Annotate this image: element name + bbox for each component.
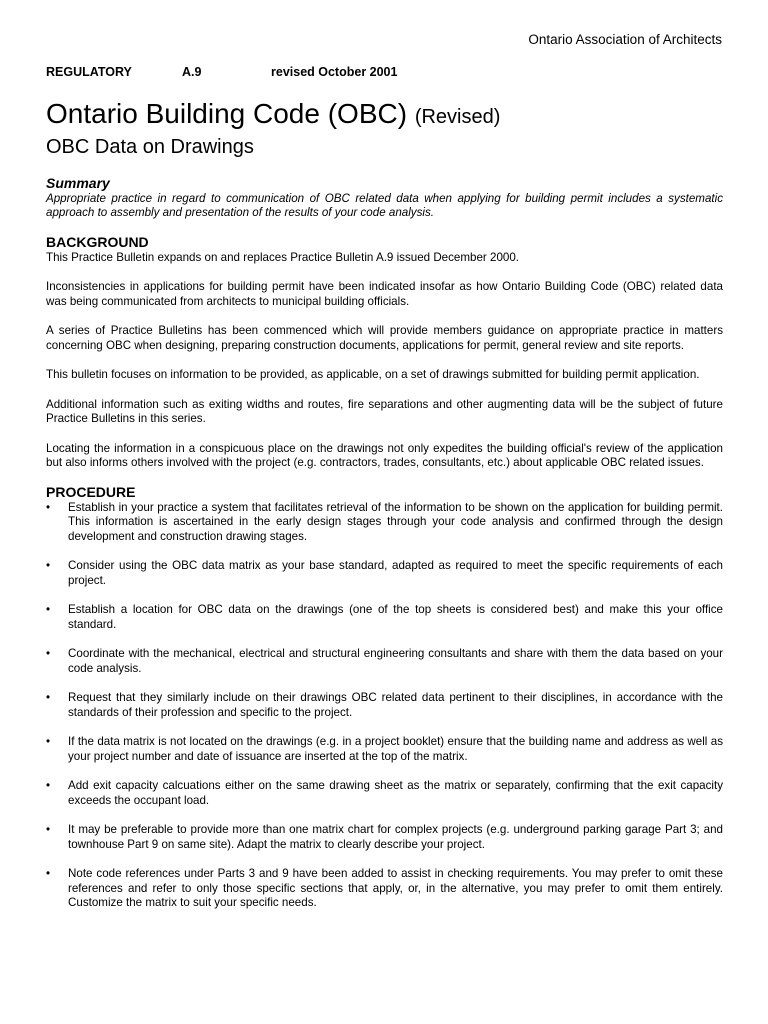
- list-item: [46, 823, 723, 852]
- list-item-text: Establish a location for OBC data on the drawings (one of the top sheets is considered best) and make this your office standard.: [68, 603, 723, 631]
- bullet-icon: •: [46, 735, 51, 748]
- list-item: [46, 735, 723, 764]
- list-item-text: Establish in your practice a system that facilitates retrieval of the information to be shown on the application for building permit. This information is ascertained in the early design stages through your code analysis and confirmed through the design development and construction drawing stages.: [68, 500, 723, 543]
- document-body: [46, 176, 723, 926]
- background-section: [46, 251, 723, 471]
- title-main: Ontario Building Code (OBC): [46, 98, 408, 129]
- page-title: [46, 98, 500, 130]
- list-item: [46, 647, 723, 676]
- bullet-icon: •: [46, 779, 51, 792]
- background-paragraph: This Practice Bulletin expands on and replaces Practice Bulletin A.9 issued December 2000.: [46, 250, 520, 264]
- list-item: [46, 603, 723, 632]
- list-item: [46, 559, 723, 588]
- list-item-text: Consider using the OBC data matrix as your base standard, adapted as required to meet the specific requirements of each project.: [68, 559, 723, 587]
- category-label: REGULATORY: [46, 65, 132, 79]
- list-item-text: It may be preferable to provide more than one matrix chart for complex projects (e.g. underground parking garage Part 3; and townhouse Part 9 on same site). Adapt the matrix to clearly describe your project.: [68, 823, 723, 851]
- list-item: [46, 779, 723, 808]
- procedure-list: [46, 501, 723, 911]
- list-item-text: Note code references under Parts 3 and 9 have been added to assist in checking requirements. You may prefer to omit these references and refer to only those specific sections that apply, or, in the alternative, you may prefer to omit them entirely. Customize the matrix to suit your specific needs.: [68, 867, 723, 909]
- bullet-icon: •: [46, 603, 51, 616]
- background-paragraph: Additional information such as exiting widths and routes, fire separations and other augmenting data will be the subject of future Practice Bulletins in this series.: [46, 397, 723, 425]
- background-paragraph: This bulletin focuses on information to be provided, as applicable, on a set of drawings submitted for building permit application.: [46, 368, 700, 381]
- list-item: [46, 867, 723, 911]
- list-item-text: Add exit capacity calcuations either on the same drawing sheet as the matrix or separately, confirming that the exit capacity exceeds the occupant load.: [68, 779, 723, 807]
- bullet-icon: •: [46, 867, 51, 880]
- bullet-icon: •: [46, 559, 51, 572]
- bullet-icon: •: [46, 823, 51, 836]
- list-item: [46, 691, 723, 720]
- background-paragraph: A series of Practice Bulletins has been commenced which will provide members guidance on appropriate practice in matters concerning OBC when designing, preparing construction documents, applications for permit, general review and site reports.: [46, 324, 723, 352]
- bullet-icon: •: [46, 647, 51, 660]
- background-paragraph: Inconsistencies in applications for building permit have been indicated insofar as how Ontario Building Code (OBC) related data was being communicated from architects to municipal building officials.: [46, 280, 723, 308]
- background-paragraph: Locating the information in a conspicuous place on the drawings not only expedites the building official's review of the application but also informs others involved with the project (e.g. contractors, trades, consultants, etc.) about applicable OBC related issues.: [46, 441, 723, 469]
- procedure-heading: PROCEDURE: [46, 483, 136, 500]
- bullet-icon: •: [46, 691, 51, 704]
- organization-name: Ontario Association of Architects: [528, 32, 722, 47]
- list-item-text: If the data matrix is not located on the drawings (e.g. in a project booklet) ensure that the building name and address as well as your project number and date of issuance are inserted at the top of the matrix.: [68, 735, 723, 763]
- list-item-text: Coordinate with the mechanical, electrical and structural engineering consultants and share with them the data based on your code analysis.: [68, 647, 723, 675]
- summary-heading: Summary: [46, 175, 110, 191]
- bulletin-code: A.9: [182, 65, 202, 79]
- revision-date: revised October 2001: [271, 65, 398, 79]
- title-tag: (Revised): [414, 106, 501, 128]
- background-heading: BACKGROUND: [46, 233, 149, 250]
- bullet-icon: •: [46, 500, 51, 514]
- list-item-text: Request that they similarly include on their drawings OBC related data pertinent to their disciplines, in accordance with the standards of their profession and specific to the project.: [68, 691, 723, 719]
- list-item: [46, 501, 723, 545]
- summary-text: Appropriate practice in regard to communication of OBC related data when applying for building permit includes a systematic approach to assembly and presentation of the results of your code analysis.: [46, 191, 723, 219]
- page-subtitle: OBC Data on Drawings: [46, 136, 254, 158]
